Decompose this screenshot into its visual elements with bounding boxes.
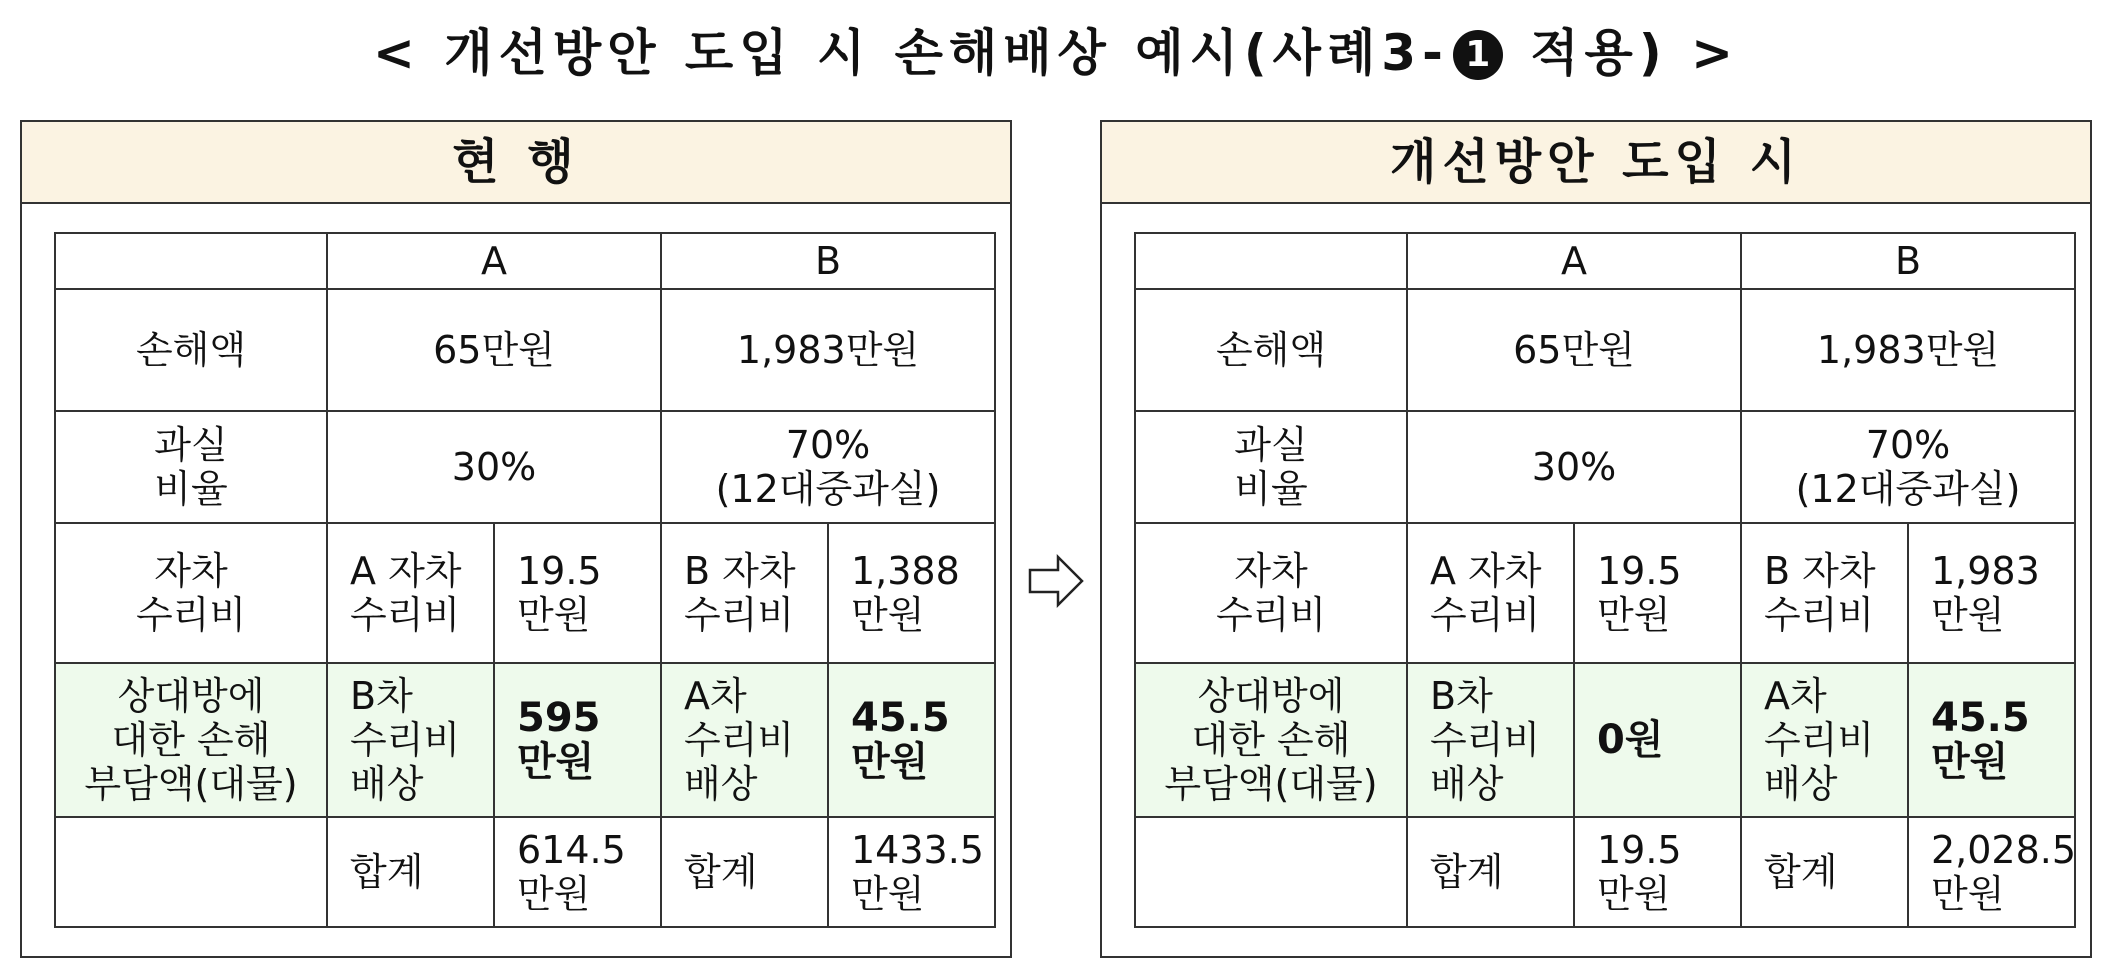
- row-label: 상대방에 대한 손해 부담액(대물): [1135, 663, 1407, 817]
- burden-a-value: 0원: [1574, 663, 1741, 817]
- row-label: 과실 비율: [55, 411, 327, 523]
- page-title: [0, 18, 2112, 88]
- table-row: [55, 411, 995, 523]
- ratio-b: 70% (12대중과실): [1741, 411, 2075, 523]
- repair-b-value: 1,983 만원: [1908, 523, 2075, 663]
- table-row: [55, 523, 995, 663]
- total-b-value: 1433.5 만원: [828, 817, 995, 927]
- repair-a-value: 19.5 만원: [1574, 523, 1741, 663]
- loss-a: 65만원: [327, 289, 661, 411]
- table-row: [1135, 233, 2075, 289]
- repair-b-value: 1,388 만원: [828, 523, 995, 663]
- row-label: 손해액: [55, 289, 327, 411]
- loss-b: 1,983만원: [661, 289, 995, 411]
- burden-b-value: 45.5 만원: [1908, 663, 2075, 817]
- title-suffix: 적용) >: [1506, 24, 1739, 82]
- table-row: [1135, 523, 2075, 663]
- total-b-value: 2,028.5 만원: [1908, 817, 2075, 927]
- ratio-a: 30%: [1407, 411, 1741, 523]
- total-b-label: 합계: [661, 817, 828, 927]
- row-label: 자차 수리비: [55, 523, 327, 663]
- row-label: [55, 817, 327, 927]
- loss-a: 65만원: [1407, 289, 1741, 411]
- burden-b-label: A차 수리비 배상: [1741, 663, 1908, 817]
- table-row: [1135, 817, 2075, 927]
- row-label: 과실 비율: [1135, 411, 1407, 523]
- burden-a-label: B차 수리비 배상: [327, 663, 494, 817]
- comparison-table: [1134, 232, 2076, 928]
- column-header-a: A: [1407, 233, 1741, 289]
- right-arrow-icon: [1028, 553, 1084, 609]
- column-header-b: B: [1741, 233, 2075, 289]
- repair-b-label: B 자차 수리비: [1741, 523, 1908, 663]
- total-a-value: 19.5 만원: [1574, 817, 1741, 927]
- burden-b-label: A차 수리비 배상: [661, 663, 828, 817]
- ratio-b: 70% (12대중과실): [661, 411, 995, 523]
- repair-b-label: B 자차 수리비: [661, 523, 828, 663]
- panel-header: 개선방안 도입 시: [1102, 122, 2090, 204]
- repair-a-label: A 자차 수리비: [1407, 523, 1574, 663]
- current-panel: [20, 120, 1012, 958]
- column-header-b: B: [661, 233, 995, 289]
- title-prefix: < 개선방안 도입 시 손해배상 예시(사례3-: [373, 24, 1449, 82]
- row-label: 손해액: [1135, 289, 1407, 411]
- comparison-table: [54, 232, 996, 928]
- corner-cell: [1135, 233, 1407, 289]
- column-header-a: A: [327, 233, 661, 289]
- table-row: [55, 817, 995, 927]
- circled-number: 1: [1453, 30, 1503, 80]
- burden-b-value: 45.5 만원: [828, 663, 995, 817]
- table-row: [1135, 289, 2075, 411]
- burden-a-value: 595 만원: [494, 663, 661, 817]
- repair-a-value: 19.5 만원: [494, 523, 661, 663]
- corner-cell: [55, 233, 327, 289]
- ratio-a: 30%: [327, 411, 661, 523]
- loss-b: 1,983만원: [1741, 289, 2075, 411]
- row-label: [1135, 817, 1407, 927]
- table-row: [1135, 411, 2075, 523]
- panel-header: 현 행: [22, 122, 1010, 204]
- total-a-value: 614.5 만원: [494, 817, 661, 927]
- repair-a-label: A 자차 수리비: [327, 523, 494, 663]
- total-a-label: 합계: [327, 817, 494, 927]
- total-a-label: 합계: [1407, 817, 1574, 927]
- table-row: [1135, 663, 2075, 817]
- improvement-panel: [1100, 120, 2092, 958]
- table-row: [55, 663, 995, 817]
- row-label: 자차 수리비: [1135, 523, 1407, 663]
- row-label: 상대방에 대한 손해 부담액(대물): [55, 663, 327, 817]
- total-b-label: 합계: [1741, 817, 1908, 927]
- burden-a-label: B차 수리비 배상: [1407, 663, 1574, 817]
- table-row: [55, 289, 995, 411]
- table-row: [55, 233, 995, 289]
